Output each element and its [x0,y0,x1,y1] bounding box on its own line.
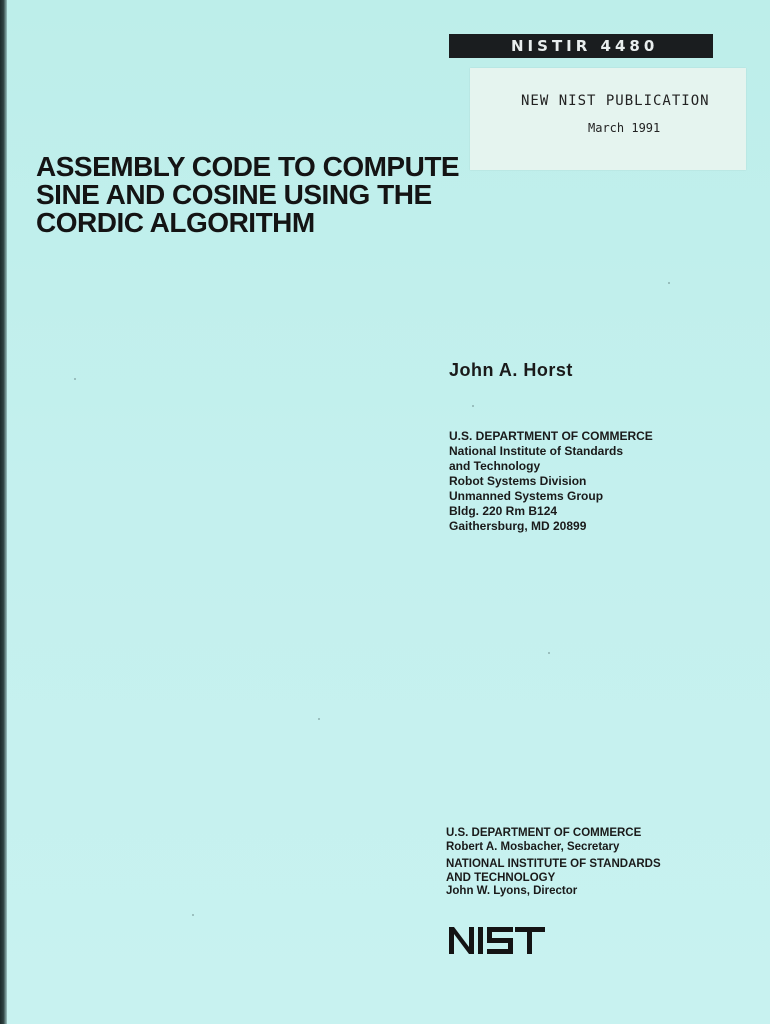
title-line: ASSEMBLY CODE TO COMPUTE [36,151,460,182]
publication-date: March 1991 [588,121,661,135]
footer-department: U.S. DEPARTMENT OF COMMERCE [446,827,642,839]
paper-speck [668,282,670,284]
publication-label [470,68,746,170]
publication-label-heading: NEW NIST PUBLICATION [521,93,710,109]
binding-spine [0,0,7,1024]
footer-institute-cont: AND TECHNOLOGY [446,871,556,884]
paper-speck [472,405,474,407]
nist-logo [447,921,547,957]
paper-speck [318,718,320,720]
footer-director: John W. Lyons, Director [446,885,578,897]
affiliation-line: Unmanned Systems Group [449,489,604,503]
title-line: SINE AND COSINE USING THE [36,179,432,210]
report-number-banner: NISTIR 4480 [449,34,713,58]
paper-speck [74,378,76,380]
footer-institute: NATIONAL INSTITUTE OF STANDARDS [446,858,661,870]
affiliation-line: Robot Systems Division [449,474,587,488]
affiliation-line: U.S. DEPARTMENT OF COMMERCE [449,429,653,443]
affiliation-line: and Technology [449,459,541,473]
affiliation-line: Gaithersburg, MD 20899 [449,519,587,533]
affiliation-line: Bldg. 220 Rm B124 [449,504,558,518]
paper-speck [192,914,194,916]
paper-speck [548,652,550,654]
footer-secretary: Robert A. Mosbacher, Secretary [446,840,620,853]
title-line: CORDIC ALGORITHM [36,207,315,238]
affiliation-line: National Institute of Standards [449,444,624,458]
nist-logo-mark [449,927,545,954]
author-name: John A. Horst [449,360,573,380]
author-affiliation [449,429,653,534]
agency-footer [446,827,661,899]
document-title [36,151,460,238]
